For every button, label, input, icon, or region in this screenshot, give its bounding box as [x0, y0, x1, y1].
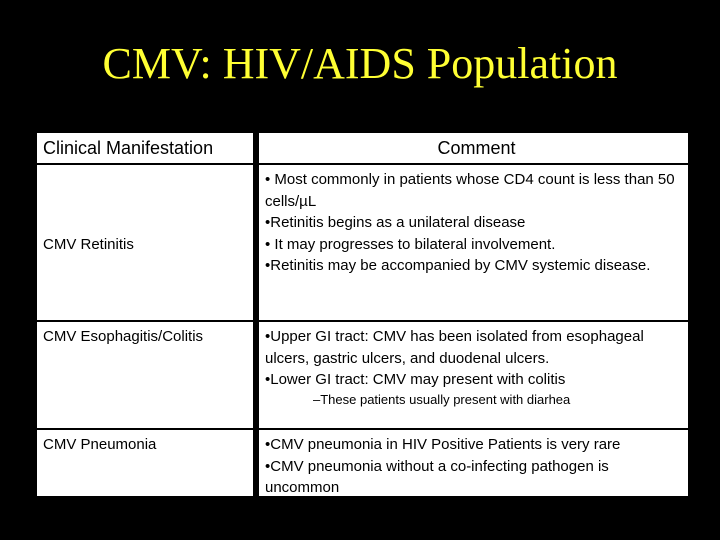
row-retinitis-comment — [259, 165, 688, 320]
comment-line: •Upper GI tract: CMV has been isolated from esophageal ulcers, gastric ulcers, and duodenal ulcers. — [265, 328, 644, 367]
manifestation-label: CMV Pneumonia — [43, 436, 157, 453]
comment-line: •Lower GI tract: CMV may present with colitis — [265, 371, 566, 388]
comment-line: • Most commonly in patients whose CD4 count is less than 50 cells/µL — [265, 171, 675, 210]
comment-subnote: –These patients usually present with diarhea — [313, 391, 571, 407]
comment-line: •Retinitis begins as a unilateral disease — [265, 214, 526, 231]
manifestation-label: CMV Esophagitis/Colitis — [43, 328, 204, 345]
comment-line: •CMV pneumonia without a co-infecting pathogen is uncommon — [265, 457, 609, 496]
row-esophagitis-manifestation — [37, 322, 253, 428]
header-comment: Comment — [259, 133, 688, 163]
comment-line: • It may progresses to bilateral involvement. — [265, 235, 556, 253]
manifestation-label: CMV Retinitis — [43, 235, 134, 253]
manifestation-table — [37, 133, 688, 496]
row-pneumonia-manifestation — [37, 430, 253, 496]
comment-line: •CMV pneumonia in HIV Positive Patients is very rare — [265, 436, 621, 453]
row-esophagitis-comment — [259, 322, 688, 428]
comment-line: •Retinitis may be accompanied by CMV systemic disease. — [265, 257, 651, 274]
row-retinitis-manifestation — [37, 165, 253, 320]
row-pneumonia-comment — [259, 430, 688, 496]
header-clinical-manifestation: Clinical Manifestation — [37, 133, 253, 163]
slide-title: CMV: HIV/AIDS Population — [102, 39, 618, 88]
